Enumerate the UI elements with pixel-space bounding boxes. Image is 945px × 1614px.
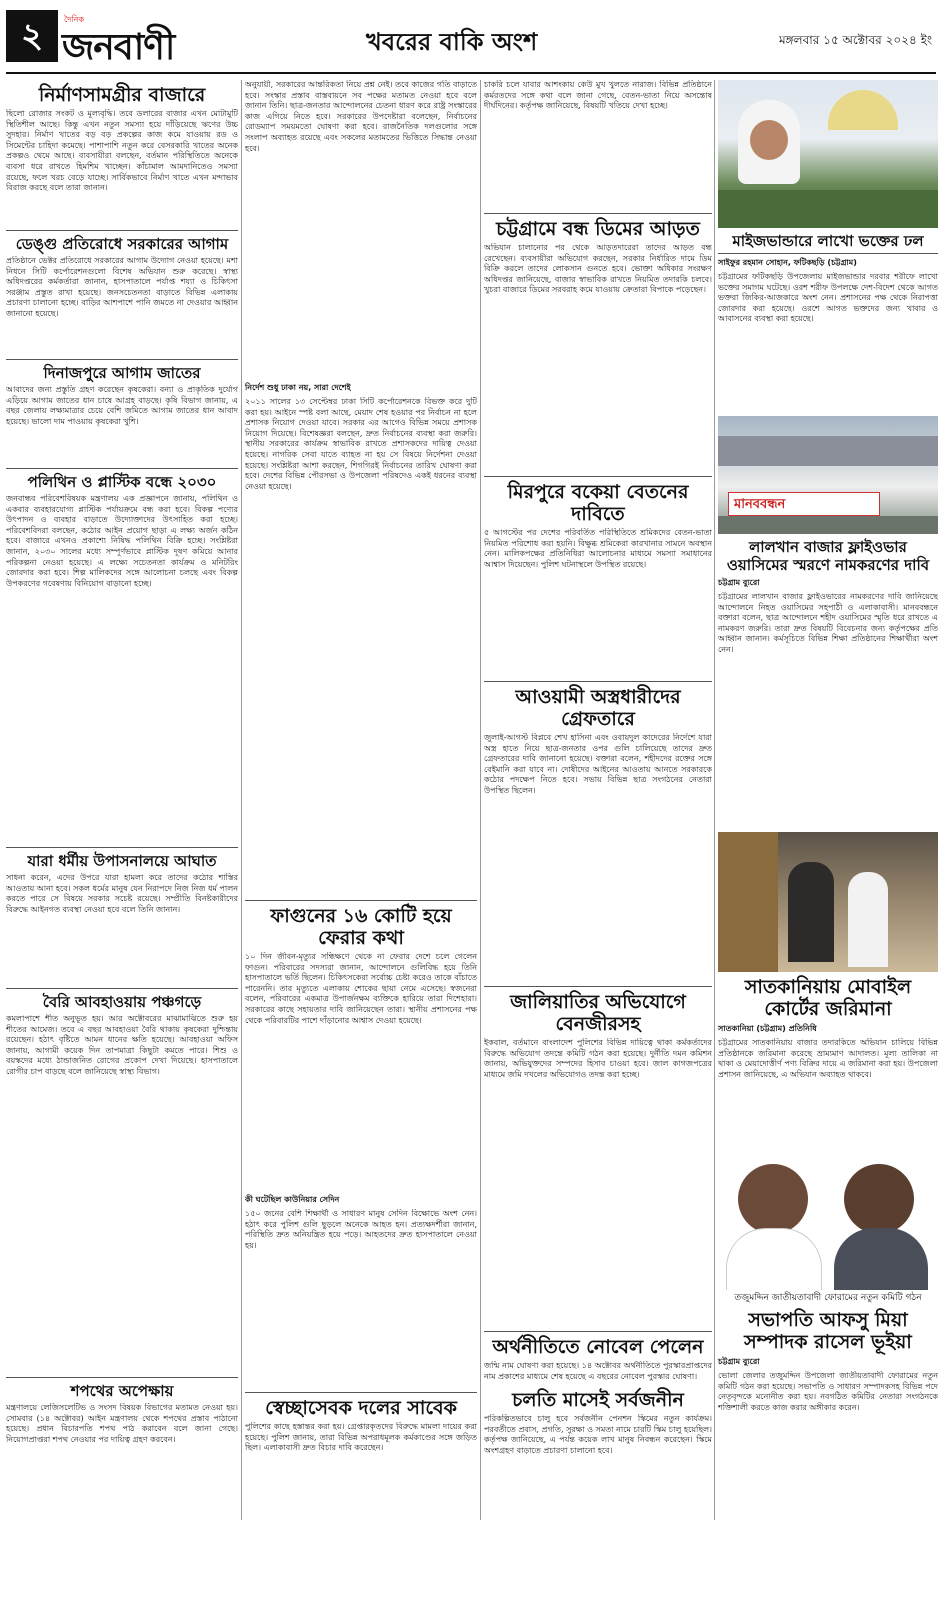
article-headline[interactable]: চট্টগ্রামে বন্ধ ডিমের আড়ত [496,218,700,240]
article-headline[interactable]: নির্মাণসামগ্রীর বাজারে [38,84,206,106]
article [484,1389,712,1614]
article-headline[interactable]: যারা ধর্মীয় উপাসনালয়ে আঘাত [27,852,217,870]
article [718,538,938,832]
article [245,1397,477,1572]
article-byline: সাতকানিয়া (চট্টগ্রাম) প্রতিনিধি [718,1024,817,1033]
article-headline[interactable]: শপথের অপেক্ষায় [70,1382,174,1400]
logo: জনবাণী [62,26,175,68]
article-lead: কী ঘটেছিল কাউনিয়ার সেদিন [245,1195,340,1204]
article-headline[interactable]: স্বেচ্ছাসেবক দলের সাবেক [265,1397,457,1419]
article-body: চট্টগ্রামের ফটিকছড়ি উপজেলায় মাইজভান্ডার দরবার শরীফে লাখো ভক্তের সমাগম ঘটেছে। ওরশ শরীফ উপলক্ষে দেশ-বিদেশ থেকে আগত ভক্তরা জিকির-আজকারে অংশ নেন। প্রশাসনের পক্ষ থেকে নিরাপত্তা জোরদার করা হয়েছে। ওরশে আগত ভক্তদের জন্য খাবার ও আবাসনের ব্যবস্থা করা হয়েছে। [718,272,938,324]
divider [6,847,238,848]
article-body: পুলিশের কাছে হস্তান্তর করা হয়। গ্রেপ্তারকৃতদের বিরুদ্ধে মামলা দায়ের করা হয়েছে। পুলিশ জানায়, তারা বিভিন্ন অপরাধমূলক কর্মকাণ্ডের সঙ্গে জড়িত ছিল। এলাকাবাসী দ্রুত বিচার দাবি করেছেন। [245,1422,477,1453]
article [484,991,712,1328]
article-byline: সাইফুর রহমান সোহান, ফটিকছড়ি (চট্টগ্রাম) [718,258,857,267]
article-lead: নির্দেশ শুধু ঢাকা নয়, সারা দেশেই [245,383,351,392]
article [484,686,712,983]
article [718,1290,938,1481]
article-body: জন্মি নাম ঘোষণা করা হয়েছে। ১৪ অক্টোবর অর্থনীতিতে পুরস্কারপ্রাপ্তদের নাম প্রকাশের মাধ্যমে শেষ হয়েছে এ বছরের নোবেল পুরস্কার ঘোষণা। [484,1361,712,1381]
article-body: ৫ আগস্টের পর দেশের পরিবর্তিত পরিস্থিতিতে শ্রমিকদের বেতন-ভাতা নিয়মিত পরিশোধ করা হয়নি। বিক্ষুব্ধ শ্রমিকেরা কারখানার সামনে অবস্থান নেন। মালিকপক্ষের প্রতিনিধিরা আলোচনার মাধ্যমে সমস্যা সমাধানের আশ্বাস দিয়েছেন। পুলিশ ঘটনাস্থলে উপস্থিত রয়েছে। [484,528,712,569]
divider [484,681,712,682]
article [718,232,938,416]
article [484,1336,712,1385]
article-body: চট্টগ্রামের সাতকানিয়ায় বাজার তদারকিতে অভিযান চালিয়ে বিভিন্ন প্রতিষ্ঠানকে জরিমানা করেছে ভ্রাম্যমাণ আদালত। মূল্য তালিকা না থাকা ও মেয়াদোত্তীর্ণ পণ্য বিক্রির দায়ে এ জরিমানা করা হয়। উপজেলা প্রশাসন জানিয়েছে, এ অভিযান অব্যাহত থাকবে। [718,1038,938,1079]
article [6,364,238,465]
article [6,993,238,1374]
masthead [6,10,936,74]
article [245,905,477,1389]
article-body: চাকরি চলে যাবার আশংকায় কেউ মুখ খুলতে নারাজ। বিভিন্ন প্রতিষ্ঠানে কর্মরতদের সঙ্গে কথা বলে জানা গেছে, বেতন-ভাতা নিয়ে অসন্তোষ দীর্ঘদিনের। কর্তৃপক্ষ জানিয়েছে, বিষয়টি খতিয়ে দেখা হচ্ছে। [484,80,712,111]
article [718,976,938,1158]
article-body: সাধনা করেন, এদের উপরে যারা হামলা করে তাদের কঠোর শাস্তির আওতায় আনা হবে। সকল ধর্মের মানুষ যেন নিরাপদে নিজ নিজ ধর্ম পালন করতে পারে সে বিষয়ে সরকার সচেষ্ট রয়েছে। সম্প্রীতি বিনষ্টকারীদের বিরুদ্ধে আইনগত ব্যবস্থা নেওয়া হবে বলে তিনি জানান। [6,873,238,914]
banner-text: মানববন্ধন [734,497,786,512]
article-body: ইকবাল, বর্তমানে বাংলাদেশ পুলিশের বিভিন্ন দায়িত্বে থাকা কর্মকর্তাদের বিরুদ্ধে অভিযোগ তদন্তে কমিটি গঠন করা হয়েছে। দুর্নীতি দমন কমিশন জানায়, অভিযুক্তদের সম্পদের হিসাব চাওয়া হবে। জাল কাগজপত্রের মাধ্যমে জমি দখলের অভিযোগও তদন্ত করা হচ্ছে। [484,1038,712,1079]
article [6,235,238,356]
article-body: ১৫০ জনের বেশি শিক্ষার্থী ও সাধারণ মানুষ সেদিন বিক্ষোভে অংশ নেন। হঠাৎ করে পুলিশ গুলি ছুড়লে অনেকে আহত হন। প্রত্যক্ষদর্শীরা জানান, পরিস্থিতি দ্রুত অনিয়ন্ত্রিত হয়ে পড়ে। আহতদের দ্রুত হাসপাতালে নেওয়া হয়। [245,1209,477,1250]
article [6,473,238,844]
article [6,84,238,227]
article-headline[interactable]: অর্থনীতিতে নোবেল পেলেন [492,1336,704,1358]
article [484,481,712,678]
article-body: ছিলো রোজার সংকট ও মূল্যবৃদ্ধি। তবে ডলারের বাজার এখন মোটামুটি স্থিতিশীল আছে। কিন্তু এখন নতুন সমস্যা হয়ে দাঁড়িয়েছে ঋণের উচ্চ সুদহার। নির্মাণ খাতের বড় বড় প্রকল্পের কাজ কমে যাওয়ায় রড ও সিমেন্টের চাহিদা কমেছে। পাশাপাশি নতুন করে বেসরকারি খাতের অনেক প্রকল্পও থেমে আছে। ব্যবসায়ীরা বলছেন, বর্তমান পরিস্থিতিতে অনেকে ব্যবসা ধরে রাখতে হিমশিম খাচ্ছেন। কাঁচামাল আমদানিতেও সমস্যা রয়েছে, ফলে খরচ বেড়ে যাচ্ছে। সার্বিকভাবে নির্মাণ খাতে এখন মন্দাভাব বিরাজ করছে বলে তারা জানান। [6,109,238,193]
column-3 [484,80,712,1614]
article-byline: চট্টগ্রাম ব্যুরো [718,578,760,587]
article-headline[interactable]: চলতি মাসেই সর্বজনীন [512,1389,684,1411]
section-title: খবরের বাকি অংশ [366,28,538,56]
divider [6,1377,238,1378]
column-1 [6,80,238,1523]
article-body: কমলাপাশে শীত অনুভূত হয়। আর অক্টোবরের মাঝামাঝিতে শুরু হয় শীতের আমেজ। তবে এ বছর আবহাওয়া বৈরি থাকায় কৃষকেরা দুশ্চিন্তায় রয়েছেন। হঠাৎ বৃষ্টিতে আমন ধানের ক্ষতি হয়েছে। আবহাওয়া অফিস জানায়, আগামী কয়েক দিন তাপমাত্রা কিছুটা কমতে পারে। শিশু ও বয়স্কদের মধ্যে ঠান্ডাজনিত রোগের প্রকোপ দেখা দিয়েছে। হাসপাতালে রোগীর চাপ বাড়ছে বলে জানিয়েছে স্বাস্থ্য বিভাগ। [6,1014,238,1076]
article-headline[interactable]: বৈরি আবহাওয়ায় পঞ্চগড়ে [42,993,202,1011]
article-body: জনবান্ধব পরিবেশবিষয়ক মন্ত্রণালয় এক প্রজ্ঞাপনে জানায়, পলিথিন ও একবার ব্যবহারযোগ্য প্লাস্টিক পর্যায়ক্রমে বন্ধ করা হবে। বিকল্প পণ্যের উৎপাদন ও ব্যবহার বাড়াতে উদ্যোক্তাদের উৎসাহিত করা হচ্ছে। পরিবেশবিদরা বলছেন, কঠোর আইন প্রয়োগ ছাড়া এ লক্ষ্য অর্জন কঠিন হবে। বাজারে এখনও প্রকাশ্যে নিষিদ্ধ পলিথিন বিক্রি হচ্ছে। সংশ্লিষ্টরা জানান, ২০৩০ সালের মধ্যে সম্পূর্ণভাবে প্লাস্টিক দূষণ কমিয়ে আনার পরিকল্পনা নেওয়া হয়েছে। এ লক্ষ্যে সচেতনতা কার্যক্রম ও মনিটরিং জোরদার করা হবে। শিল্প মালিকদের সঙ্গে আলোচনা চলছে এবং বিকল্প উপকরণের গবেষণায় বিনিয়োগ বাড়ানো হচ্ছে। [6,494,238,588]
article-subhead: তজুমদ্দিন জাতীয়তাবাদী ফোরামের নতুন কমিটি গঠন [734,1293,922,1303]
divider [484,476,712,477]
two-men-photo [718,1158,938,1290]
article [6,852,238,985]
article-headline[interactable]: লালখান বাজার ফ্লাইওভার ওয়াসিমের স্মরণে নামকরণের দাবি [726,538,930,574]
portrait-photo [718,80,938,228]
article [6,1382,238,1523]
article [245,80,477,380]
article-body: অভিযান চালানোর পর থেকে আড়তদারেরা তাদের আড়ত বন্ধ রেখেছেন। ব্যবসায়ীরা অভিযোগ করছেন, সরকার নির্ধারিত দামে ডিম বিক্রি করলে তাদের লোকসান গুনতে হবে। ভোক্তা অধিকার সংরক্ষণ অধিদপ্তর জানিয়েছে, বাজার স্বাভাবিক রাখতে নিয়মিত তদারকি চলবে। খুচরা বাজারে ডিমের সরবরাহ কমে যাওয়ায় ক্রেতারা বিপাকে পড়েছেন। [484,243,712,295]
article-body: মন্ত্রণালয়ে লেজিসলেটিভ ও সংসদ বিষয়ক বিভাগের মতামত নেওয়া হয়। সোমবার (১৪ অক্টোবর) আইন মন্ত্রণালয় থেকে শপথের প্রস্তাব পাঠানো হয়েছে। প্রধান বিচারপতি শপথ পাঠ করাবেন বলে জানা গেছে। নিয়োগপ্রাপ্তরা শপথ নেওয়ার পর দায়িত্ব গ্রহণ করবেন। [6,1403,238,1444]
article-headline[interactable]: মিরপুরে বকেয়া বেতনের দাবিতে [507,481,689,525]
article-headline[interactable]: জালিয়াতির অভিযোগে বেনজীরসহ [510,991,686,1035]
divider [484,986,712,987]
column-divider [241,80,242,1520]
divider [6,230,238,231]
article-body: ভোলা জেলার তজুমদ্দিন উপজেলা জাতীয়তাবাদী ফোরামের নতুন কমিটি গঠন করা হয়েছে। সভাপতি ও সাধারণ সম্পাদকসহ বিভিন্ন পদে নেতৃবৃন্দকে মনোনীত করা হয়। নবগঠিত কমিটির নেতারা সংগঠনকে শক্তিশালী করতে কাজ করার অঙ্গীকার করেন। [718,1371,938,1412]
divider [6,988,238,989]
article-body: আবাদের জন্য প্রস্তুতি গ্রহণ করেছেন কৃষকেরা। বন্যা ও প্রাকৃতিক দুর্যোগ এড়িয়ে আগাম জাতের ধান চাষে আগ্রহ বাড়ছে। কৃষি বিভাগ জানায়, এ বছর জেলায় লক্ষ্যমাত্রার চেয়ে বেশি জমিতে আগাম জাতের ধান আবাদ হয়েছে। ভালো দাম পাওয়ায় কৃষকেরা খুশি। [6,385,238,426]
article-headline[interactable]: সভাপতি আফসু মিয়া সম্পাদক রাসেল ভূইয়া [744,1309,912,1353]
article [484,80,712,210]
divider [245,1392,477,1393]
issue-date: মঙ্গলবার ১৫ অক্টোবর ২০২৪ ইং [779,33,932,47]
rally-photo [718,416,938,534]
divider [718,253,938,254]
article-body: জুলাই-আগস্ট বিপ্লবে শেখ হাসিনা এবং ওবায়দুল কাদেরের নির্দেশে যারা অস্ত্র হাতে নিয়ে ছাত্র-জনতার ওপর গুলি চালিয়েছে তাদের দ্রুত গ্রেফতারের দাবি জানানো হয়েছে। বক্তারা বলেন, শহীদদের রক্তের সঙ্গে বেইমানি করা যাবে না। দোষীদের আইনের আওতায় আনতে সরকারকে কঠোর পদক্ষেপ নিতে হবে। সভায় বিভিন্ন ছাত্র সংগঠনের নেতারা উপস্থিত ছিলেন। [484,733,712,795]
article-headline[interactable]: ডেঙ্গু প্রতিরোধে সরকারের আগাম [15,235,229,253]
article-headline[interactable]: ফাগুনের ১৬ কোটি হয়ে ফেরার কথা [270,905,452,949]
article-body: প্রতিষ্ঠানে ভেক্টর প্রতিরোধে সরকারের আগাম উদ্যোগ নেওয়া হয়েছে। মশা নিধনে সিটি কর্পোরেশনগুলো বিশেষ অভিযান শুরু করেছে। স্বাস্থ্য অধিদপ্তরের কর্মকর্তারা জানান, হাসপাতালে পর্যাপ্ত শয্যা ও চিকিৎসা সরঞ্জাম প্রস্তুত রাখা হয়েছে। জনসচেতনতা বাড়াতে বিভিন্ন এলাকায় প্রচারণা চালানো হচ্ছে। বাড়ির আশপাশে পানি জমতে না দেওয়ার আহ্বান জানানো হয়েছে। [6,256,238,318]
article [484,218,712,473]
column-4 [718,80,938,1481]
article-body: ১০ দিন জীবন-মৃত্যুর সন্ধিক্ষণে থেকে না ফেরার দেশে চলে গেলেন ফাগুন। পরিবারের সদস্যরা জানান, আন্দোলনে গুলিবিদ্ধ হয়ে তিনি হাসপাতালে ভর্তি ছিলেন। চিকিৎসকেরা সর্বোচ্চ চেষ্টা করেও তাকে বাঁচাতে পারেননি। তার মৃত্যুতে এলাকায় শোকের ছায়া নেমে এসেছে। স্বজনেরা বলেন, পরিবারের একমাত্র উপার্জনক্ষম ব্যক্তিকে হারিয়ে তারা দিশেহারা। সরকারের কাছে সহায়তার দাবি জানিয়েছেন তারা। স্থানীয় প্রশাসনের পক্ষ থেকে পরিবারটির পাশে দাঁড়ানোর আশ্বাস দেওয়া হয়েছে। [245,952,477,1025]
logo-small-text: দৈনিক [64,15,85,24]
article-headline[interactable]: পলিথিন ও প্লাস্টিক বন্ধে ২০৩০ [27,473,217,491]
article-body: অনুযায়ী, সরকারের আন্তরিকতা নিয়ে প্রশ্ন নেই। তবে কাজের গতি বাড়াতে হবে। সংস্কার প্রস্তাব বাস্তবায়নে সব পক্ষের মতামত নেওয়া হবে বলে জানান তিনি। ছাত্র-জনতার আন্দোলনের চেতনা ধারণ করে রাষ্ট্র সংস্কারের কাজ এগিয়ে নিতে হবে। সরকারের উপদেষ্টারা বলেছেন, নির্বাচনের রোডম্যাপ সময়মতো ঘোষণা করা হবে। রাজনৈতিক দলগুলোর সঙ্গে সংলাপ অব্যাহত রয়েছে এবং সকলের মতামতের ভিত্তিতে সিদ্ধান্ত নেওয়া হবে। [245,80,477,153]
divider [6,468,238,469]
article-headline[interactable]: সাতকানিয়ায় মোবাইল কোর্টের জরিমানা [744,976,912,1020]
article-body: ২০১১ সালের ১৩ সেপ্টেম্বর ঢাকা সিটি কর্পোরেশনকে বিভক্ত করে দুটি করা হয়। আইনে স্পষ্ট বলা আছে, মেয়াদ শেষ হওয়ার পর নির্বাচন না হলে প্রশাসক নিয়োগ দেওয়া যাবে। সরকার এর আগেও বিভিন্ন সময়ে প্রশাসক নিয়োগ দিয়েছে। বিশেষজ্ঞরা বলছেন, দ্রুত নির্বাচনের ব্যবস্থা করা জরুরি। স্থানীয় সরকারের কার্যক্রম স্বাভাবিক রাখতে প্রশাসকদের দায়িত্ব দেওয়া হয়েছে। নাগরিক সেবা যাতে ব্যাহত না হয় সে বিষয়ে নির্দেশনা দেওয়া হয়েছে। সংশ্লিষ্টরা আশা করছেন, শিগগিরই নির্বাচনের তারিখ ঘোষণা করা হবে। দেশের বিভিন্ন পৌরসভা ও উপজেলা পরিষদেও একই ধরনের ব্যবস্থা নেওয়া হয়েছে। [245,397,477,491]
column-divider [480,80,481,1520]
column-2 [245,80,477,1572]
divider [245,900,477,901]
article-headline[interactable]: আওয়ামী অস্ত্রধারীদের গ্রেফতারে [515,686,681,730]
article-body: পরিকল্পিতভাবে চালু হবে সর্বজনীন পেনশন স্কিমের নতুন কার্যক্রম। পরবর্তীতে প্রবাস, প্রগতি, সুরক্ষা ও সমতা নামে চারটি স্কিম চালু হয়েছিল। কর্তৃপক্ষ জানিয়েছে, এ পর্যন্ত কয়েক লাখ মানুষ নিবন্ধন করেছেন। স্কিমে অংশগ্রহণ বাড়াতে প্রচারণা চালানো হবে। [484,1414,712,1455]
article [245,382,477,897]
article-byline: চট্টগ্রাম ব্যুরো [718,1357,760,1366]
page-number: ২ [6,10,58,62]
divider [6,359,238,360]
divider [484,1331,712,1332]
court-photo [718,832,938,972]
article-body: চট্টগ্রামের লালখান বাজার ফ্লাইওভারের নামকরণের দাবি জানিয়েছে আন্দোলনে নিহত ওয়াসিমের সহপাঠী ও এলাকাবাসী। মানববন্ধনে বক্তারা বলেন, ছাত্র আন্দোলনে শহীদ ওয়াসিমের স্মৃতি ধরে রাখতে এ নামকরণ জরুরি। তারা দ্রুত বিষয়টি বিবেচনার জন্য কর্তৃপক্ষের প্রতি আহ্বান জানান। কর্মসূচিতে বিভিন্ন শিক্ষা প্রতিষ্ঠানের শিক্ষার্থীরা অংশ নেন। [718,592,938,654]
column-divider [714,80,715,1520]
divider [484,213,712,214]
article-headline[interactable]: মাইজভান্ডারে লাখো ভক্তের ঢল [732,232,924,250]
article-headline[interactable]: দিনাজপুরে আগাম জাতের [43,364,201,382]
